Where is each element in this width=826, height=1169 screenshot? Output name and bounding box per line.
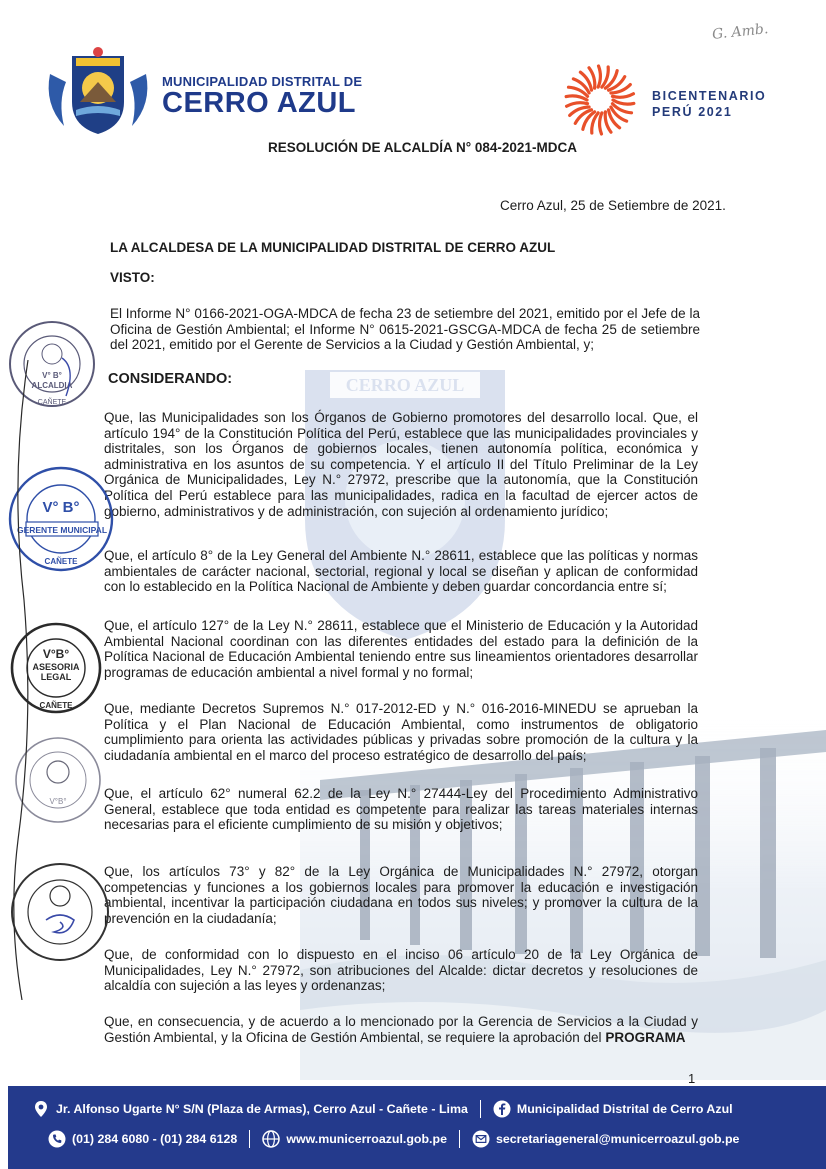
considerando-paragraph-6: Que, los artículos 73° y 82° de la Ley Orgánica de Municipalidades N.° 27972, otorgan competencias y funciones a los gobiernos locales para promover la educación e investigación ambiental, incentivar la participación ciudadana en todos sus niveles; y promover la cultura de la prevención en la ciudadanía; bbox=[104, 864, 698, 926]
organization-name bbox=[162, 74, 362, 117]
seal-gerente-bottom: CAÑETE bbox=[44, 557, 78, 566]
footer-website[interactable]: www.municerroazul.gob.pe bbox=[286, 1132, 447, 1146]
seal-asesoria-center: V°B° bbox=[42, 647, 70, 661]
considerando-paragraph-7: Que, de conformidad con lo dispuesto en el inciso 06 artículo 20 de la Ley Orgánica de Municipalidades, Ley N.° 27972, son atribuciones del Alcalde: dictar decretos y resoluciones de alcaldía con sujeción a las leyes y ordenanzas; bbox=[104, 947, 698, 994]
margin-signature-stroke bbox=[0, 360, 40, 1000]
footer-email[interactable]: secretariageneral@municerroazul.gob.pe bbox=[495, 1132, 740, 1146]
organization-name-line1: MUNICIPALIDAD DISTRITAL DE bbox=[162, 74, 363, 89]
considerando-paragraph-3: Que, el artículo 127° de la Ley N.° 28611, establece que el Ministerio de Educación y la Autoridad Ambiental Nacional coordinan con las diferentes entidades del estado para la definición de la Política Nacional de Educación Ambiental teniendo entre sus lineamientos orientadores desarrollar programas de educación ambiental a nivel formal y no formal; bbox=[104, 618, 698, 680]
seal-alcaldia-label: ALCALDIA bbox=[31, 381, 73, 390]
bicentenario-ray bbox=[598, 66, 600, 87]
considerando-paragraph-2: Que, el artículo 8° de la Ley General del Ambiente N.° 28611, establece que las políticas y normas ambientales de carácter nacional, sectorial, regional y local se diseñan y aplican de conformidad con lo establecido en la Política Nacional de Ambiente y deben guardar concordancia entre sí; bbox=[104, 548, 698, 595]
seal-alcaldia-bottom: CAÑETE bbox=[37, 399, 67, 406]
seal-asesoria-bottom: CAÑETE bbox=[39, 701, 73, 710]
facebook-icon bbox=[493, 1100, 511, 1118]
bicentenario-line2: PERÚ 2021 bbox=[652, 105, 733, 119]
footer-bar bbox=[8, 1086, 826, 1169]
bicentenario-ray bbox=[612, 94, 633, 98]
phone-icon bbox=[48, 1130, 66, 1148]
municipal-logo bbox=[44, 44, 152, 136]
bicentenario-ray bbox=[592, 113, 598, 133]
visto-heading: VISTO: bbox=[110, 270, 155, 285]
seal-gerente-center: V° B° bbox=[42, 499, 80, 516]
globe-icon bbox=[262, 1130, 280, 1148]
seal-gerente-label: GERENTE MUNICIPAL bbox=[16, 525, 108, 535]
authority-heading: LA ALCALDESA DE LA MUNICIPALIDAD DISTRITAL DE CERRO AZUL bbox=[110, 240, 556, 255]
bicentenario-ray bbox=[567, 103, 588, 107]
bicentenario-line1: BICENTENARIO bbox=[652, 89, 767, 103]
footer-row-2 bbox=[8, 1126, 826, 1152]
watermark-crest-text: CERRO AZUL bbox=[345, 375, 465, 395]
considerando-paragraph-5: Que, el artículo 62° numeral 62.2 de la Ley N.° 27444-Ley del Procedimiento Administrativo General, establece que toda entidad es competente para realizar las tareas materiales internas necesarias para el eficiente cumplimiento de su misión y objetivos; bbox=[104, 786, 698, 833]
footer-separator bbox=[459, 1130, 460, 1148]
considerando-heading: CONSIDERANDO: bbox=[108, 371, 233, 387]
organization-name-line2: CERRO AZUL bbox=[162, 87, 357, 119]
bicentenario-text bbox=[652, 88, 766, 120]
email-icon bbox=[472, 1130, 490, 1148]
footer-phone: (01) 284 6080 - (01) 284 6128 bbox=[72, 1132, 238, 1146]
seal-alcaldia-center: V° B° bbox=[42, 371, 62, 380]
resolution-title: RESOLUCIÓN DE ALCALDÍA N° 084-2021-MDCA bbox=[268, 140, 577, 155]
bicentenario-ray bbox=[602, 67, 608, 87]
bicentenario-ray bbox=[600, 113, 602, 134]
considerando-paragraph-1: Que, las Municipalidades son los Órganos de Gobierno promotores del desarrollo local. Que, el artículo 194° de la Constitución Política del Perú, establece que las municipalidades provinciales y distritales, son los Órganos de gobiernos locales, tienen autonomía política, económica y administrativa en los asuntos de su competencia. Y el artículo II del Título Preliminar de la Ley Orgánica de Municipalidades, Ley N.° 27972, prescribe que la autonomía, que la Constitución Política del Perú establece para las municipalidades, radica en la facultad de ejercer actos de gobierno, administrativos y de administración, con sujeción al ordenamiento jurídico; bbox=[104, 410, 698, 519]
footer-separator bbox=[480, 1100, 481, 1118]
footer-separator bbox=[249, 1130, 250, 1148]
footer-address: Jr. Alfonso Ugarte N° S/N (Plaza de Armas), Cerro Azul - Cañete - Lima bbox=[56, 1102, 468, 1116]
place-date: Cerro Azul, 25 de Setiembre de 2021. bbox=[500, 198, 726, 213]
considerando-paragraph-8-text: Que, en consecuencia, y de acuerdo a lo mencionado por la Gerencia de Servicios a la Ciudad y Gestión Ambiental, y la Oficina de Gestión Ambiental, se requiere la aprobación del bbox=[104, 1014, 698, 1045]
considerando-paragraph-8-bold: PROGRAMA bbox=[605, 1029, 686, 1045]
bicentenario-ray bbox=[566, 96, 587, 100]
handwritten-note: G. Amb. bbox=[711, 21, 770, 43]
considerando-paragraph-4: Que, mediante Decretos Supremos N.° 017-2012-ED y N.° 016-2016-MINEDU se aprueban la Política y el Plan Nacional de Educación Ambiental, como instrumentos de obligatorio cumplimiento para orienta las actividades públicas y privadas sobre promoción de la cultura y la ciudadanía ambiental en el marco del proceso estratégico de desarrollo del país; bbox=[104, 701, 698, 763]
seal-asesoria-label: ASESORIA LEGAL bbox=[32, 662, 80, 682]
bicentenario-ray bbox=[613, 100, 634, 104]
visto-paragraph: El Informe N° 0166-2021-OGA-MDCA de fecha 23 de setiembre del 2021, emitido por el Jefe de la Oficina de Gestión Ambiental; el Informe N° 0615-2021-GSCGA-MDCA de fecha 25 de setiembre del 2021, emitido por el Gerente de Servicios a la Ciudad y Gestión Ambiental, y; bbox=[110, 306, 700, 353]
bicentenario-logo bbox=[560, 60, 640, 140]
considerando-paragraph-8 bbox=[104, 1014, 698, 1045]
seal-faint-center: V°B° bbox=[49, 797, 67, 806]
footer-facebook[interactable]: Municipalidad Distrital de Cerro Azul bbox=[516, 1102, 733, 1116]
page-number: 1 bbox=[688, 1071, 696, 1086]
location-pin-icon bbox=[32, 1100, 50, 1118]
footer-row-1 bbox=[8, 1096, 826, 1122]
